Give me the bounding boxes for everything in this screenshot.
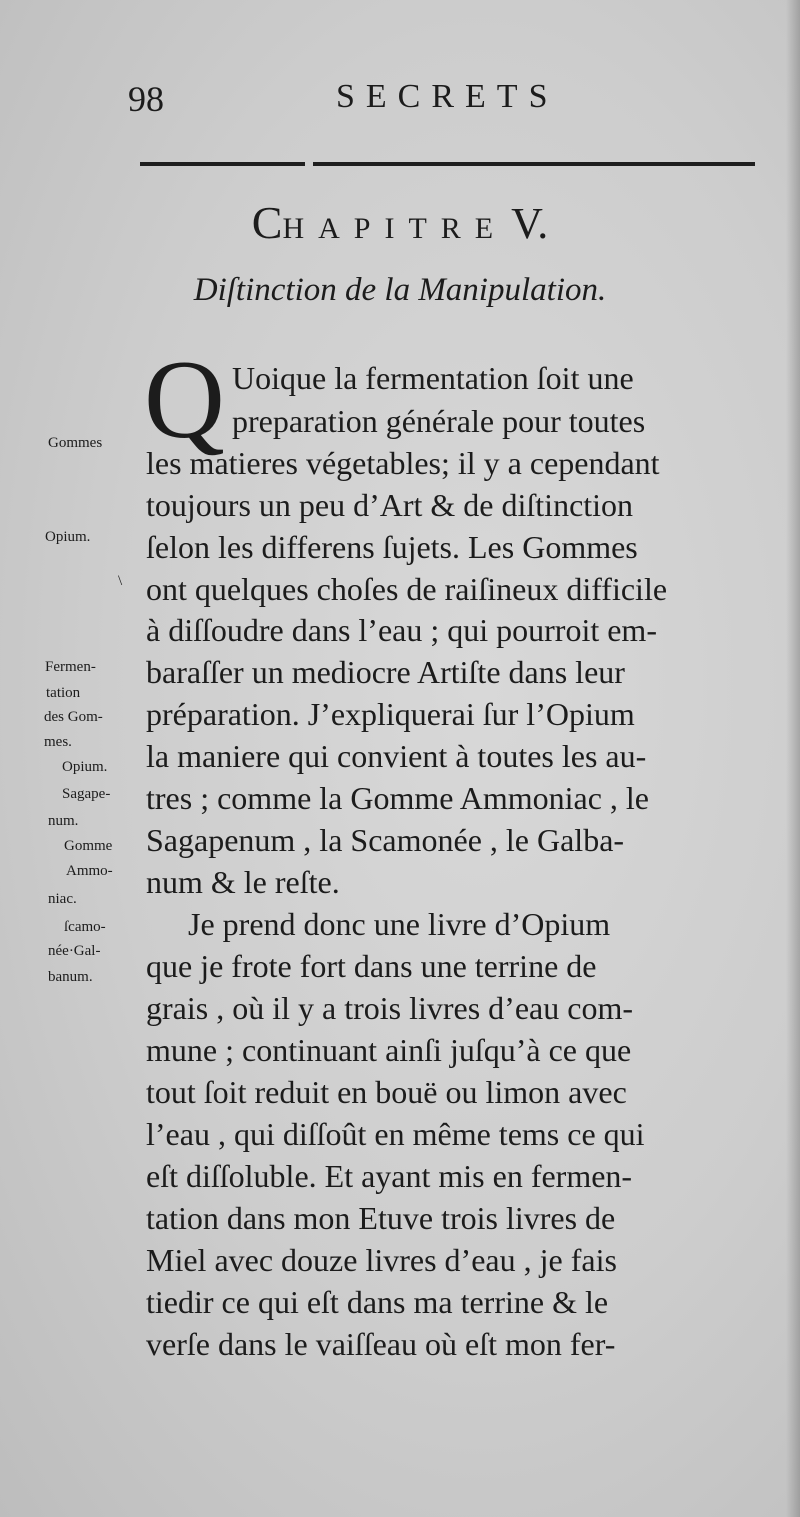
text-line: baraſſer un mediocre Artiſte dans leur: [146, 654, 625, 690]
margin-note: \: [118, 573, 123, 589]
margin-note: Sagape-: [62, 786, 111, 802]
chapter-heading-word: HAPITRE: [282, 212, 508, 245]
text-line: toujours un peu d’Art & de diſtinction: [146, 487, 634, 523]
margin-note: Gomme: [64, 838, 113, 854]
chapter-number: V.: [511, 199, 549, 248]
text-line: grais , où il y a trois livres d’eau com-: [146, 990, 633, 1026]
text-line: tiedir ce qui eſt dans ma terrine & le: [146, 1284, 609, 1320]
header-rule-left: [140, 162, 305, 166]
text-line: la maniere qui convient à toutes les au-: [146, 738, 647, 774]
margin-note: banum.: [48, 969, 93, 985]
margin-note: num.: [48, 813, 79, 829]
text-line: num & le reſte.: [146, 864, 340, 900]
text-line: Je prend donc une livre d’Opium: [188, 906, 611, 942]
margin-note: niac.: [48, 891, 77, 907]
text-line: mune ; continuant ainſi juſqu’à ce que: [146, 1032, 632, 1068]
margin-note: née·Gal-: [48, 943, 101, 959]
chapter-subtitle: Diſtinction de la Manipulation.: [193, 272, 607, 308]
page-number: 98: [128, 79, 164, 119]
text-line: tres ; comme la Gomme Ammoniac , le: [146, 780, 649, 816]
margin-note: tation: [46, 685, 81, 701]
text-line: ſelon les differens ſujets. Les Gommes: [146, 529, 638, 565]
chapter-heading-initial: C: [251, 197, 283, 248]
margin-note: Fermen-: [45, 659, 96, 675]
text-line: tation dans mon Etuve trois livres de: [146, 1200, 616, 1236]
margin-note: Gommes: [48, 435, 103, 451]
text-line: ont quelques choſes de raiſineux difficile: [146, 571, 668, 607]
margin-note: Ammo-: [66, 863, 113, 879]
margin-note: ſcamo-: [64, 919, 106, 935]
header-rule-right: [313, 162, 755, 166]
text-line: preparation générale pour toutes: [232, 403, 646, 439]
margin-note: mes.: [44, 734, 72, 750]
text-line: les matieres végetables; il y a cependant: [146, 445, 660, 481]
text-line: préparation. J’expliquerai ſur l’Opium: [146, 696, 635, 732]
text-line: verſe dans le vaiſſeau où eſt mon fer-: [146, 1326, 616, 1362]
text-line: Sagapenum , la Scamonée , le Galba-: [146, 822, 625, 858]
margin-note: Opium.: [62, 759, 108, 775]
text-line: l’eau , qui diſſoût en même tems ce qui: [146, 1116, 645, 1152]
chapter-heading: [0, 196, 800, 249]
margin-note: Opium.: [45, 529, 91, 545]
text-line: que je frote fort dans une terrine de: [146, 948, 597, 984]
running-head: SECRETS: [336, 78, 559, 115]
text-line: tout ſoit reduit en bouë ou limon avec: [146, 1074, 627, 1110]
text-line: Uoique la fermentation ſoit une: [232, 360, 634, 396]
text-line: Miel avec douze livres d’eau , je fais: [146, 1242, 617, 1278]
drop-cap: Q: [144, 338, 225, 462]
text-line: à diſſoudre dans l’eau ; qui pourroit em-: [146, 612, 657, 648]
text-line: eſt diſſoluble. Et ayant mis en fermen-: [146, 1158, 633, 1194]
margin-note: des Gom-: [44, 709, 103, 725]
